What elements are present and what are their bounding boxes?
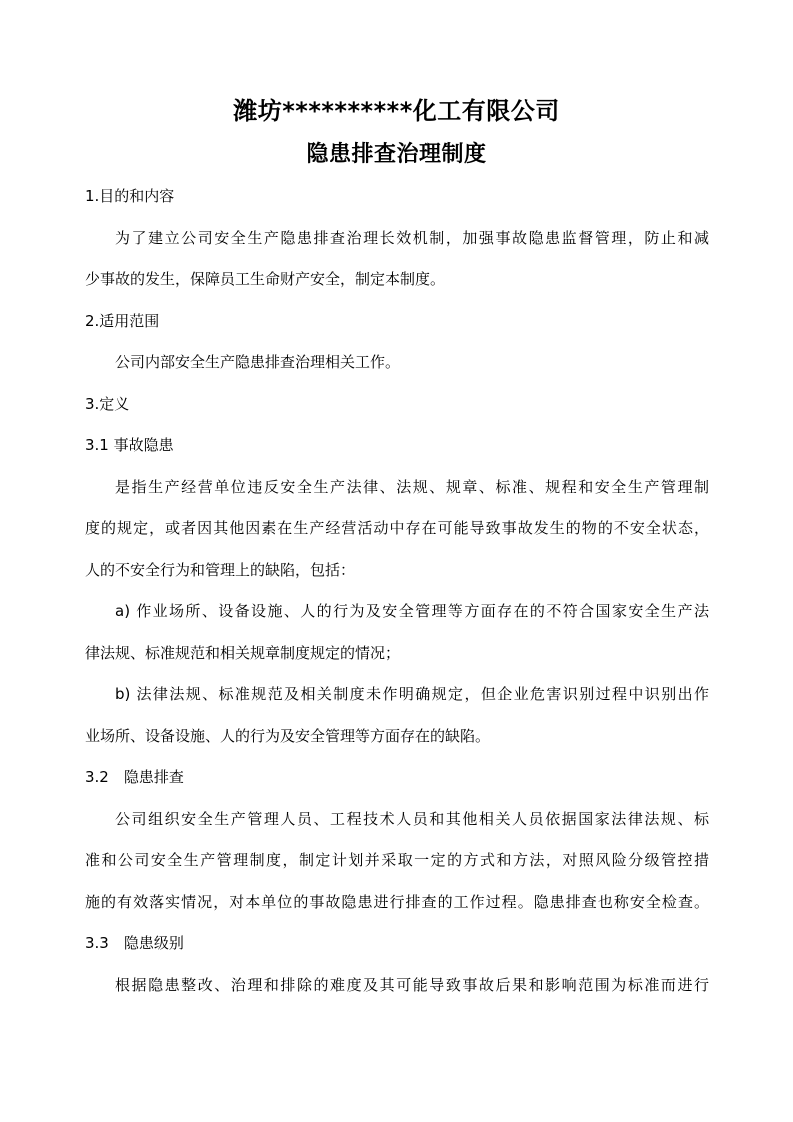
document-body: [85, 176, 709, 1006]
paragraph-line: 少事故的发生，保障员工生命财产安全，制定本制度。: [85, 270, 446, 288]
list-item-b-line: 业场所、设备设施、人的行为及安全管理等方面存在的缺陷。: [85, 726, 491, 745]
paragraph-line: 人的不安全行为和管理上的缺陷，包括：: [85, 560, 356, 579]
paragraph-line: 是指生产经营单位违反安全生产法律、法规、规章、标准、规程和安全生产管理制: [115, 477, 709, 496]
heading-3-1-accident-hazard: 3.1 事故隐患: [85, 436, 174, 454]
heading-1-purpose: 1.目的和内容: [85, 187, 175, 205]
document-subtitle: 隐患排查治理制度: [306, 142, 487, 167]
list-item-b-line: b) 法律法规、标准规范及相关制度未作明确规定，但企业危害识别过程中识别出作: [115, 685, 709, 703]
paragraph-line: 为了建立公司安全生产隐患排查治理长效机制，加强事故隐患监督管理，防止和减: [115, 228, 709, 247]
paragraph-line: 公司组织安全生产管理人员、工程技术人员和其他相关人员依据国家法律法规、标: [115, 809, 709, 828]
paragraph-line: 公司内部安全生产隐患排查治理相关工作。: [115, 353, 401, 371]
paragraph-line: 施的有效落实情况，对本单位的事故隐患进行排查的工作过程。隐患排查也称安全检查。: [85, 892, 709, 911]
paragraph-line: 根据隐患整改、治理和排除的难度及其可能导致事故后果和影响范围为标准而进行: [115, 975, 709, 994]
heading-2-scope: 2.适用范围: [85, 311, 160, 330]
paragraph-line: 度的规定，或者因其他因素在生产经营活动中存在可能导致事故发生的物的不安全状态，: [85, 519, 709, 537]
document-title: 潍坊**********化工有限公司: [233, 97, 560, 125]
list-item-a-line: a) 作业场所、设备设施、人的行为及安全管理等方面存在的不符合国家安全生产法: [115, 602, 709, 620]
list-item-a-line: 律法规、标准规范和相关规章制度规定的情况；: [85, 643, 401, 662]
heading-3-2-hazard-inspection: 3.2 隐患排查: [85, 768, 184, 786]
paragraph-line: 准和公司安全生产管理制度，制定计划并采取一定的方式和方法，对照风险分级管控措: [85, 851, 709, 869]
heading-3-definitions: 3.定义: [85, 394, 130, 413]
heading-3-3-hazard-level: 3.3 隐患级别: [85, 934, 184, 952]
